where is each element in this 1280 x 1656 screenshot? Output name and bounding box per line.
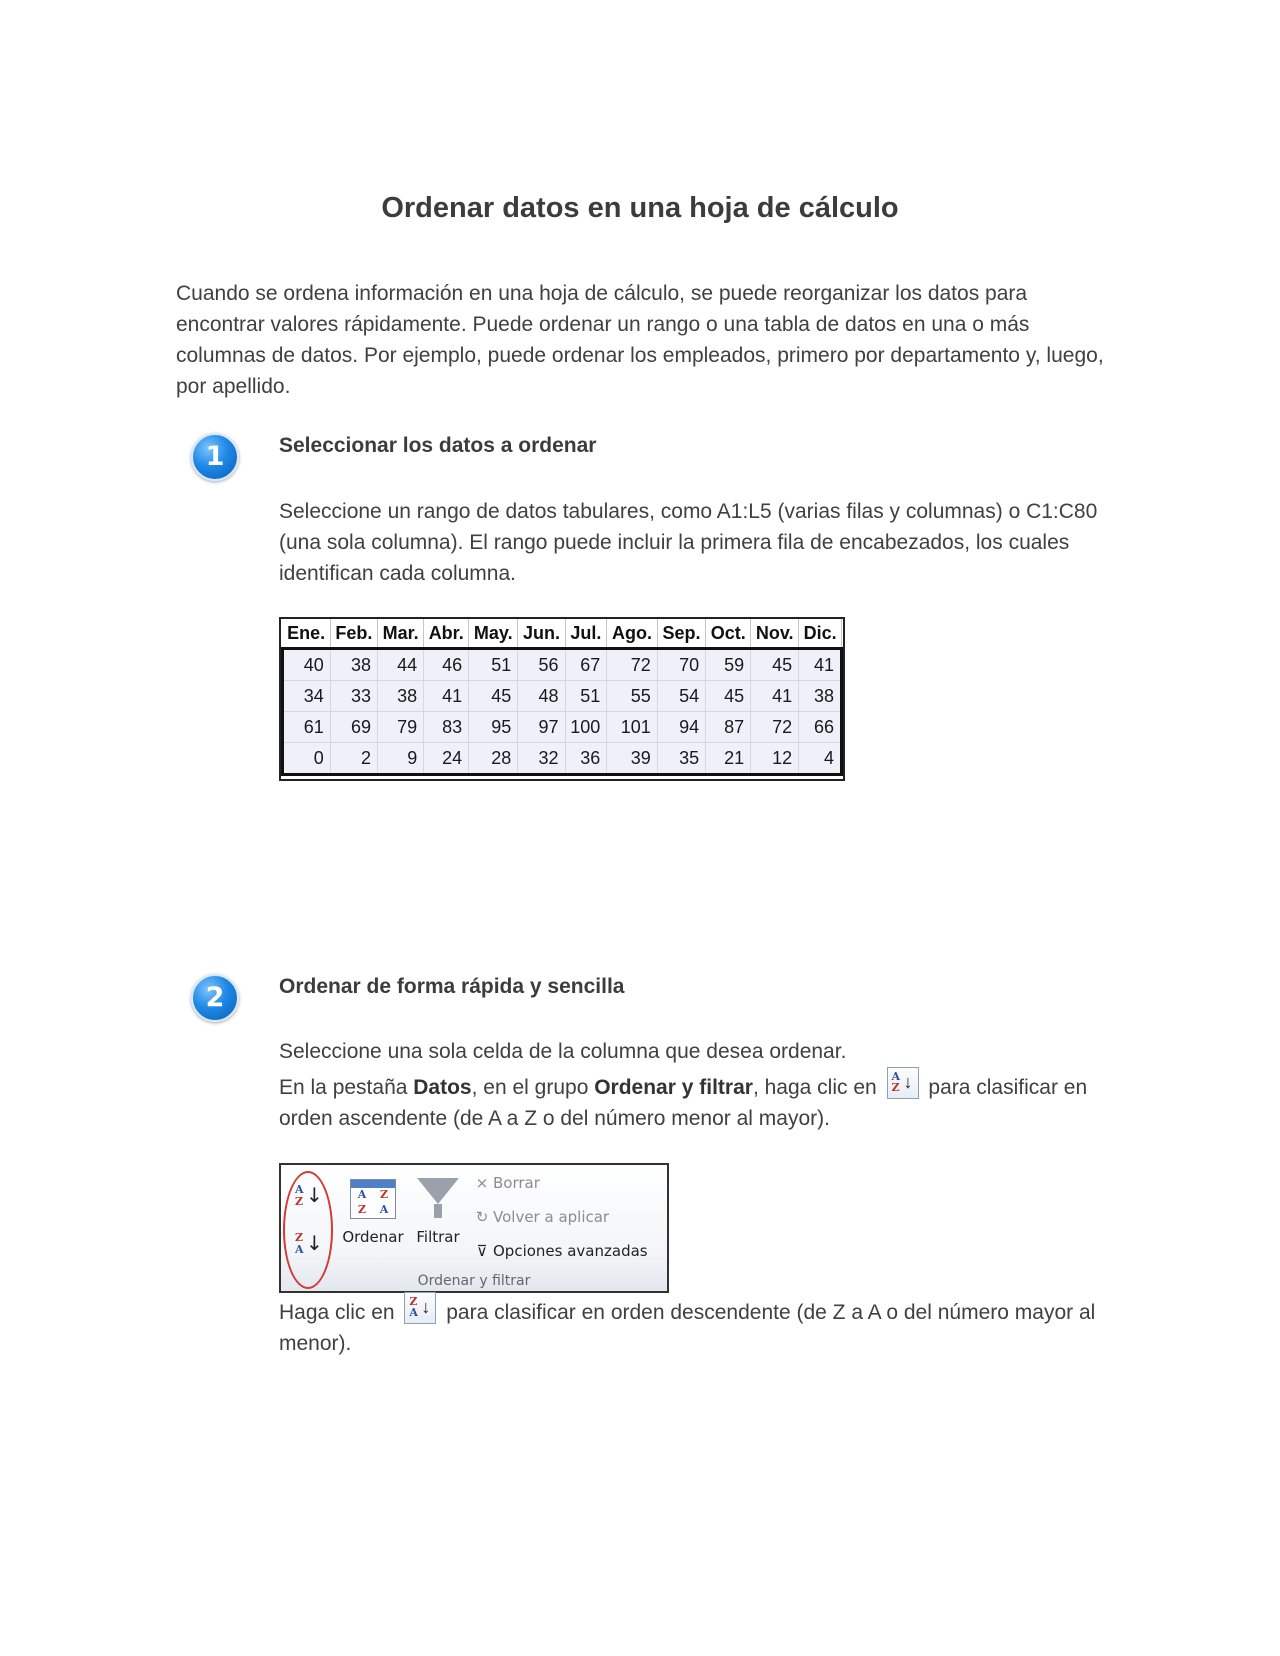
table-cell[interactable]: 28 bbox=[469, 743, 518, 775]
table-cell[interactable]: 38 bbox=[799, 681, 842, 712]
table-cell[interactable]: 44 bbox=[378, 649, 424, 681]
table-cell[interactable]: 70 bbox=[657, 649, 705, 681]
table-cell[interactable]: 45 bbox=[706, 681, 751, 712]
table-cell[interactable]: 36 bbox=[565, 743, 607, 775]
table-cell[interactable]: 2 bbox=[330, 743, 377, 775]
column-header: Dic. bbox=[799, 619, 842, 649]
step-1-heading: Seleccionar los datos a ordenar bbox=[279, 434, 597, 457]
table-cell[interactable]: 33 bbox=[330, 681, 377, 712]
advanced-filter-icon: ⊽ bbox=[476, 1242, 488, 1260]
table-cell[interactable]: 56 bbox=[518, 649, 565, 681]
borrar-button[interactable]: ⨯ Borrar bbox=[471, 1171, 540, 1195]
step-2-heading: Ordenar de forma rápida y sencilla bbox=[279, 975, 625, 998]
table-cell[interactable]: 94 bbox=[657, 712, 705, 743]
table-cell[interactable]: 21 bbox=[706, 743, 751, 775]
spreadsheet-table bbox=[279, 617, 845, 781]
table-cell[interactable]: 66 bbox=[799, 712, 842, 743]
table-cell[interactable]: 55 bbox=[607, 681, 658, 712]
filtrar-label: Filtrar bbox=[416, 1228, 460, 1246]
column-header: Jul. bbox=[565, 619, 607, 649]
table-cell[interactable]: 83 bbox=[424, 712, 469, 743]
table-cell[interactable]: 24 bbox=[424, 743, 469, 775]
sort-dialog-icon: A Z Z A bbox=[350, 1179, 396, 1219]
table-cell[interactable]: 35 bbox=[657, 743, 705, 775]
page-title: Ordenar datos en una hoja de cálculo bbox=[381, 192, 899, 224]
table-row bbox=[283, 743, 842, 775]
column-header: Abr. bbox=[424, 619, 469, 649]
ordenar-label: Ordenar bbox=[342, 1228, 404, 1246]
step-2-badge: 2 bbox=[191, 974, 239, 1022]
table-row bbox=[283, 712, 842, 743]
column-header: Feb. bbox=[330, 619, 377, 649]
table-cell[interactable]: 72 bbox=[607, 649, 658, 681]
table-cell[interactable]: 100 bbox=[565, 712, 607, 743]
table-cell[interactable]: 54 bbox=[657, 681, 705, 712]
ribbon-sort-ascending-button[interactable]: A Z ↓ bbox=[295, 1183, 323, 1208]
step-1-badge: 1 bbox=[191, 433, 239, 481]
table-cell[interactable]: 41 bbox=[751, 681, 799, 712]
step-2-descending-text: Haga clic en Z A ↓ para clasificar en orden descendente (de Z a A o del número mayor al menor). bbox=[279, 1292, 1119, 1359]
table-cell[interactable]: 41 bbox=[424, 681, 469, 712]
table-cell[interactable]: 12 bbox=[751, 743, 799, 775]
column-header: Ene. bbox=[283, 619, 331, 649]
column-header: Jun. bbox=[518, 619, 565, 649]
clear-filter-icon: ⨯ bbox=[475, 1174, 489, 1192]
step-2-line-1: Seleccione una sola celda de la columna que desea ordenar. bbox=[279, 1040, 847, 1063]
ribbon-group-label: Ordenar y filtrar bbox=[417, 1273, 531, 1289]
reapply-filter-icon: ↻ bbox=[475, 1208, 489, 1226]
table-cell[interactable]: 61 bbox=[283, 712, 331, 743]
sort-ascending-icon: A Z ↓ bbox=[887, 1067, 919, 1099]
column-header: Sep. bbox=[657, 619, 705, 649]
ordenar-filtrar-group-name: Ordenar y filtrar bbox=[594, 1076, 753, 1099]
table-cell[interactable]: 34 bbox=[283, 681, 331, 712]
table-cell[interactable]: 40 bbox=[283, 649, 331, 681]
ribbon-sort-descending-button[interactable]: Z A ↓ bbox=[295, 1231, 323, 1256]
table-header-row bbox=[283, 619, 842, 649]
table-cell[interactable]: 51 bbox=[469, 649, 518, 681]
table-cell[interactable]: 95 bbox=[469, 712, 518, 743]
table-row bbox=[283, 681, 842, 712]
funnel-icon bbox=[417, 1178, 459, 1204]
table-cell[interactable]: 46 bbox=[424, 649, 469, 681]
ordenar-button[interactable] bbox=[337, 1173, 409, 1253]
table-cell[interactable]: 59 bbox=[706, 649, 751, 681]
table-cell[interactable]: 39 bbox=[607, 743, 658, 775]
table-cell[interactable]: 67 bbox=[565, 649, 607, 681]
table-cell[interactable]: 51 bbox=[565, 681, 607, 712]
table-cell[interactable]: 32 bbox=[518, 743, 565, 775]
table-cell[interactable]: 45 bbox=[469, 681, 518, 712]
table-cell[interactable]: 9 bbox=[378, 743, 424, 775]
step-2-text: Seleccione una sola celda de la columna que desea ordenar. En la pestaña Datos, en el grupo Ordenar y filtrar, haga clic en A Z ↓ para clasificar en orden ascendente (de A a Z o del número menor al mayor). bbox=[279, 1040, 1088, 1130]
column-header: Oct. bbox=[706, 619, 751, 649]
column-header: Ago. bbox=[607, 619, 658, 649]
table-cell[interactable]: 4 bbox=[799, 743, 842, 775]
table-cell[interactable]: 45 bbox=[751, 649, 799, 681]
volver-a-aplicar-button[interactable]: ↻ Volver a aplicar bbox=[471, 1205, 609, 1229]
column-header: May. bbox=[469, 619, 518, 649]
filtrar-button[interactable] bbox=[409, 1173, 467, 1253]
table-cell[interactable]: 101 bbox=[607, 712, 658, 743]
table-cell[interactable]: 38 bbox=[378, 681, 424, 712]
sort-filter-ribbon bbox=[279, 1163, 669, 1293]
intro-paragraph: Cuando se ordena información en una hoja de cálculo, se puede reorganizar los datos para encontrar valores rápidamente. Puede ordenar un rango o una tabla de datos en una o más columnas de datos. Por ejemplo, puede ordenar los empleados, primero por departamento y, luego, por apellido. bbox=[176, 282, 1104, 398]
column-header: Mar. bbox=[378, 619, 424, 649]
table-row bbox=[283, 649, 842, 681]
sort-descending-icon: Z A ↓ bbox=[404, 1292, 436, 1324]
table-cell[interactable]: 97 bbox=[518, 712, 565, 743]
table-cell[interactable]: 48 bbox=[518, 681, 565, 712]
opciones-avanzadas-button[interactable]: ⊽ Opciones avanzadas bbox=[471, 1239, 648, 1263]
column-header: Nov. bbox=[751, 619, 799, 649]
datos-tab-name: Datos bbox=[413, 1076, 472, 1099]
table-cell[interactable]: 69 bbox=[330, 712, 377, 743]
table-cell[interactable]: 72 bbox=[751, 712, 799, 743]
step-1-text: Seleccione un rango de datos tabulares, como A1:L5 (varias filas y columnas) o C1:C80 (una sola columna). El rango puede incluir la primera fila de encabezados, los cuales identifican cada columna. bbox=[279, 500, 1098, 585]
table-cell[interactable]: 87 bbox=[706, 712, 751, 743]
table-cell[interactable]: 79 bbox=[378, 712, 424, 743]
table-cell[interactable]: 0 bbox=[283, 743, 331, 775]
table-cell[interactable]: 38 bbox=[330, 649, 377, 681]
table-cell[interactable]: 41 bbox=[799, 649, 842, 681]
